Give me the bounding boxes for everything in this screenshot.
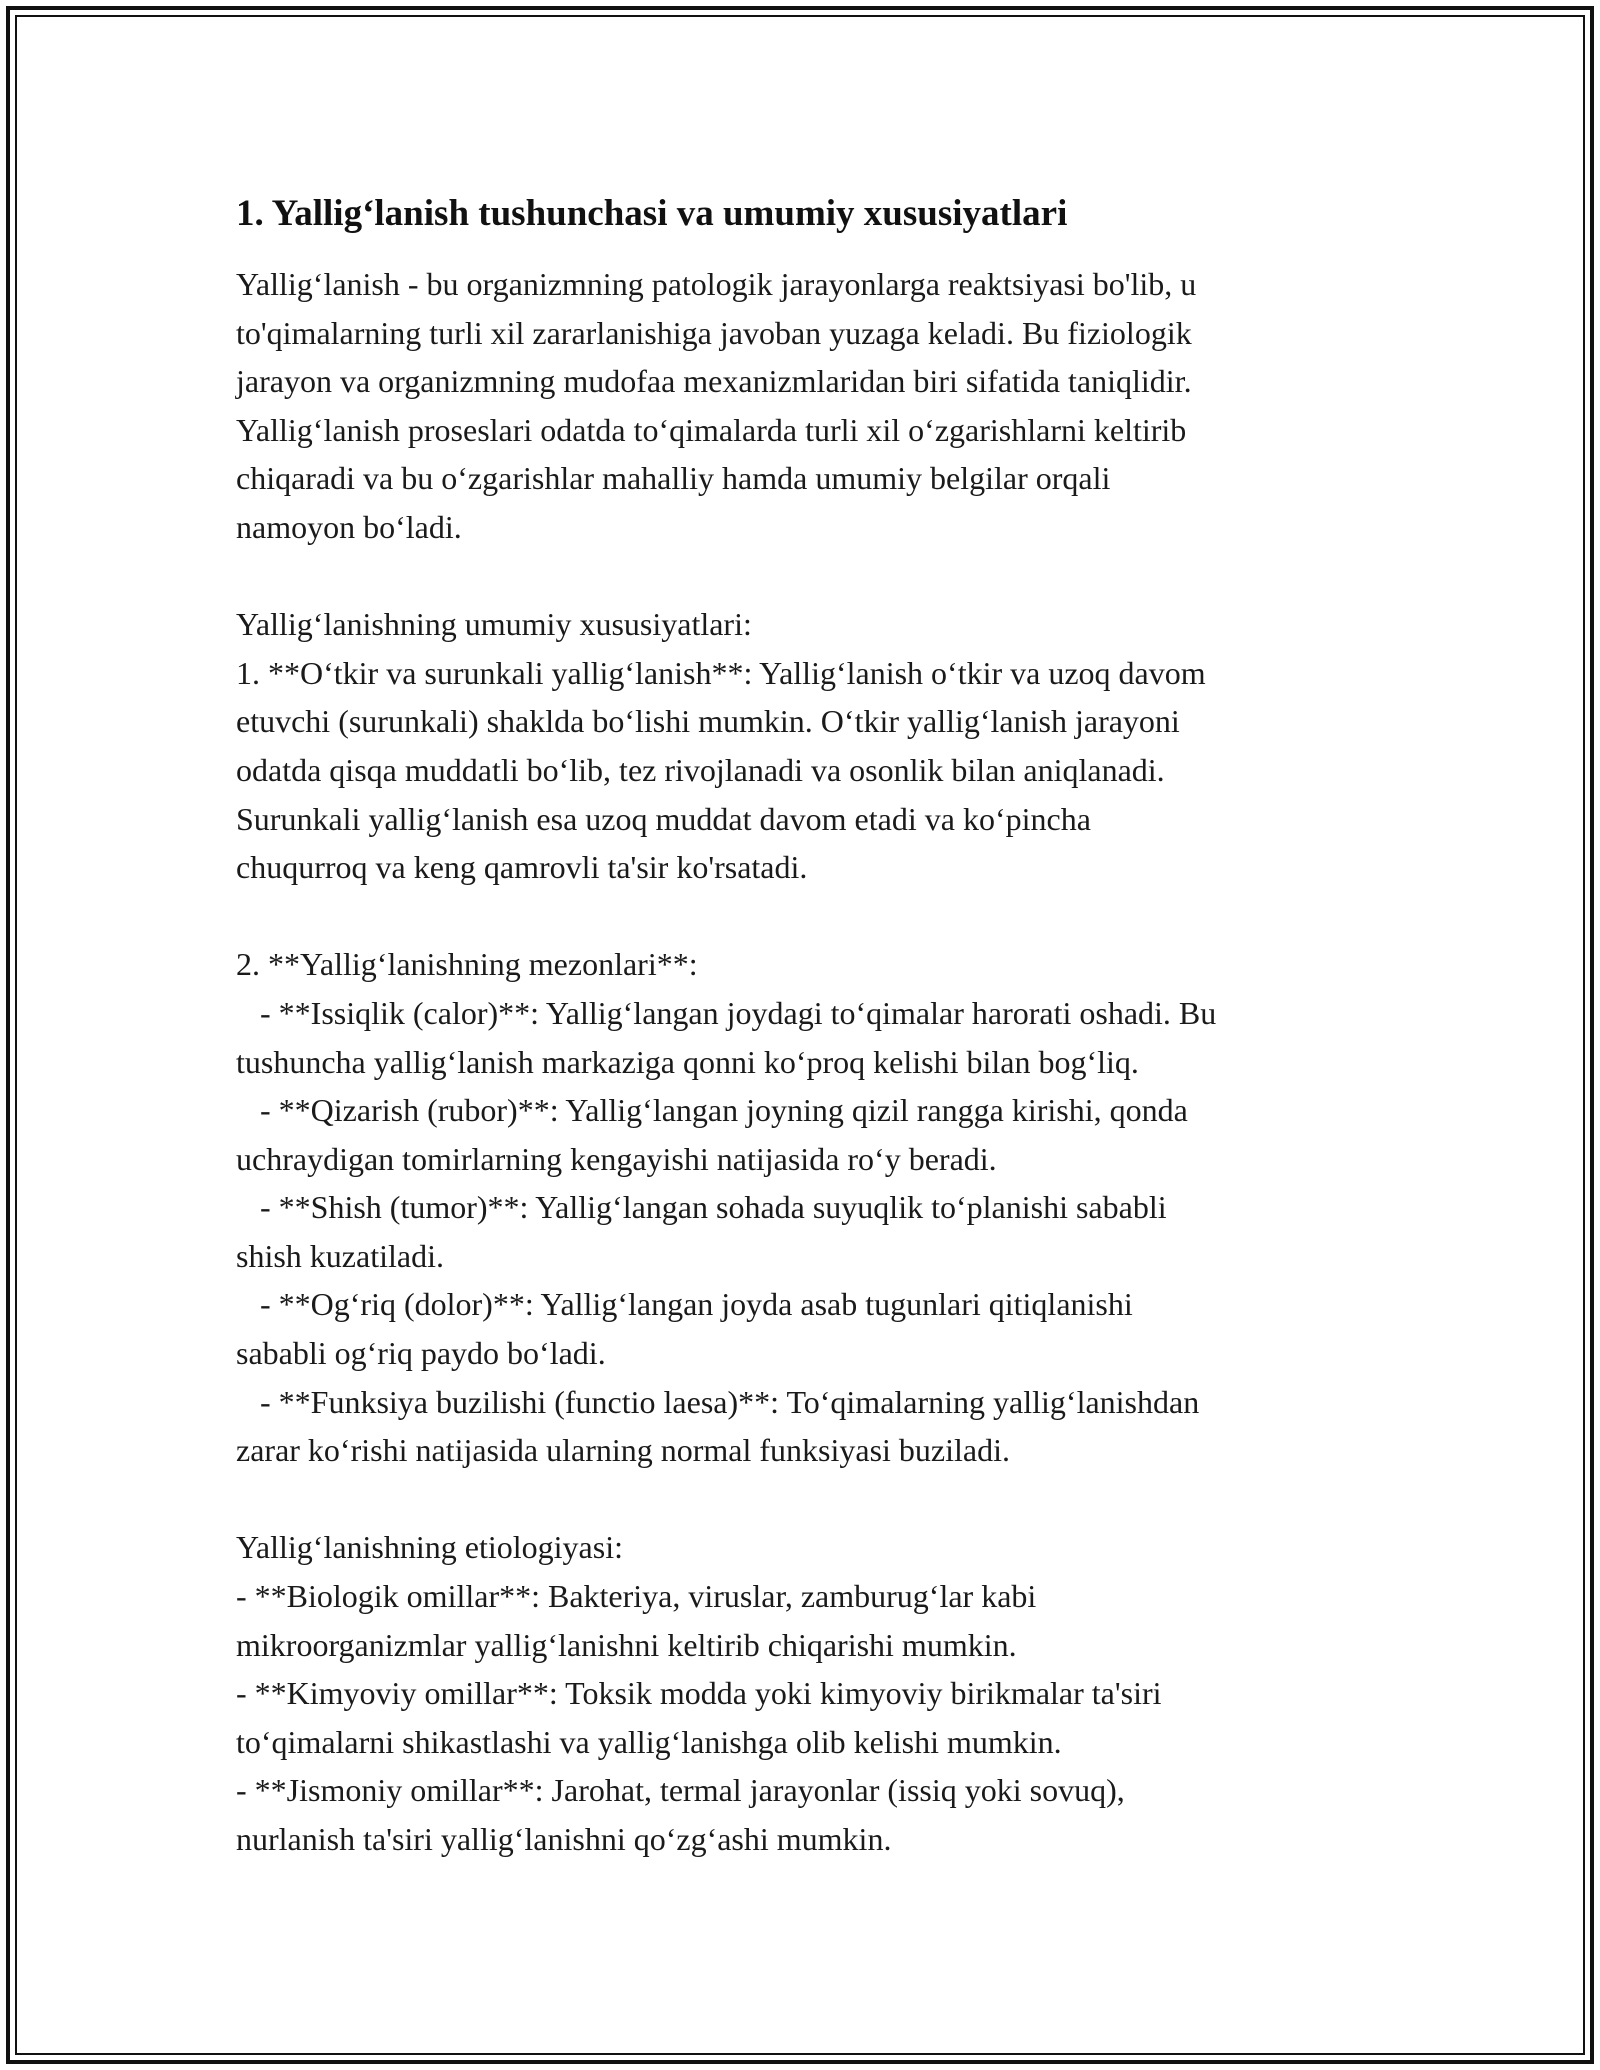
text-line: namoyon bo‘ladi.: [236, 508, 462, 545]
text-line: 1. **O‘tkir va surunkali yallig‘lanish**: Yallig‘lanish o‘tkir va uzoq davom: [236, 654, 1206, 691]
text-line: - **Issiqlik (calor)**: Yallig‘langan joydagi to‘qimalar harorati oshadi. Bu: [236, 994, 1217, 1031]
text-line: nurlanish ta'siri yallig‘lanishni qo‘zg‘ashi mumkin.: [236, 1821, 892, 1857]
text-line: shish kuzatiladi.: [236, 1237, 444, 1274]
intro-paragraph: [236, 260, 1386, 552]
text-line: 2. **Yallig‘lanishning mezonlari**:: [236, 946, 698, 983]
text-line: - **Og‘riq (dolor)**: Yallig‘langan joyda asab tugunlari qitiqlanishi: [236, 1286, 1133, 1323]
text-line: chiqaradi va bu o‘zgarishlar mahalliy hamda umumiy belgilar orqali: [236, 460, 1111, 497]
text-line: - **Funksiya buzilishi (functio laesa)**: To‘qimalarning yallig‘lanishdan: [236, 1383, 1200, 1420]
text-line: - **Jismoniy omillar**: Jarohat, termal jarayonlar (issiq yoki sovuq),: [236, 1772, 1125, 1809]
text-line: odatda qisqa muddatli bo‘lib, tez rivojlanadi va osonlik bilan aniqlanadi.: [236, 751, 1165, 788]
text-line: sababli og‘riq paydo bo‘ladi.: [236, 1335, 606, 1372]
text-line: mikroorganizmlar yallig‘lanishni keltirib chiqarishi mumkin.: [236, 1626, 1017, 1663]
text-line: - **Shish (tumor)**: Yallig‘langan sohada suyuqlik to‘planishi sababli: [236, 1189, 1167, 1226]
text-line: to‘qimalarni shikastlashi va yallig‘lanishga olib kelishi mumkin.: [236, 1723, 1062, 1760]
text-line: Yallig‘lanishning umumiy xususiyatlari:: [236, 606, 752, 643]
text-line: etuvchi (surunkali) shaklda bo‘lishi mumkin. O‘tkir yallig‘lanish jarayoni: [236, 703, 1180, 740]
paragraph-gap: [236, 892, 1386, 941]
paragraph-gap: [236, 1475, 1386, 1524]
text-line: tushuncha yallig‘lanish markaziga qonni ko‘proq kelishi bilan bog‘liq.: [236, 1043, 1139, 1080]
text-line: to'qimalarning turli xil zararlanishiga javoban yuzaga keladi. Bu fiziologik: [236, 314, 1192, 351]
criteria-section: [236, 940, 1386, 1475]
text-line: Yallig‘lanish proseslari odatda to‘qimalarda turli xil o‘zgarishlarni keltirib: [236, 411, 1187, 448]
etiology-section: [236, 1523, 1386, 1863]
text-line: - **Qizarish (rubor)**: Yallig‘langan joyning qizil rangga kirishi, qonda: [236, 1092, 1188, 1129]
document-body: [236, 186, 1386, 1864]
text-line: Yallig‘lanish - bu organizmning patologik jarayonlarga reaktsiyasi bo'lib, u: [236, 266, 1197, 302]
section-heading: 1. Yallig‘lanish tushunchasi va umumiy xususiyatlari: [236, 193, 1068, 234]
properties-section: [236, 600, 1386, 892]
text-line: uchraydigan tomirlarning kengayishi natijasida ro‘y beradi.: [236, 1140, 997, 1177]
text-line: - **Biologik omillar**: Bakteriya, viruslar, zamburug‘lar kabi: [236, 1578, 1037, 1615]
text-line: chuqurroq va keng qamrovli ta'sir ko'rsatadi.: [236, 849, 808, 886]
text-line: jarayon va organizmning mudofaa mexanizmlaridan biri sifatida taniqlidir.: [236, 363, 1192, 400]
text-line: - **Kimyoviy omillar**: Toksik modda yoki kimyoviy birikmalar ta'siri: [236, 1675, 1162, 1712]
paragraph-gap: [236, 552, 1386, 601]
text-line: Surunkali yallig‘lanish esa uzoq muddat davom etadi va ko‘pincha: [236, 800, 1091, 837]
text-line: Yallig‘lanishning etiologiyasi:: [236, 1529, 623, 1566]
text-line: zarar ko‘rishi natijasida ularning normal funksiyasi buziladi.: [236, 1432, 1010, 1469]
